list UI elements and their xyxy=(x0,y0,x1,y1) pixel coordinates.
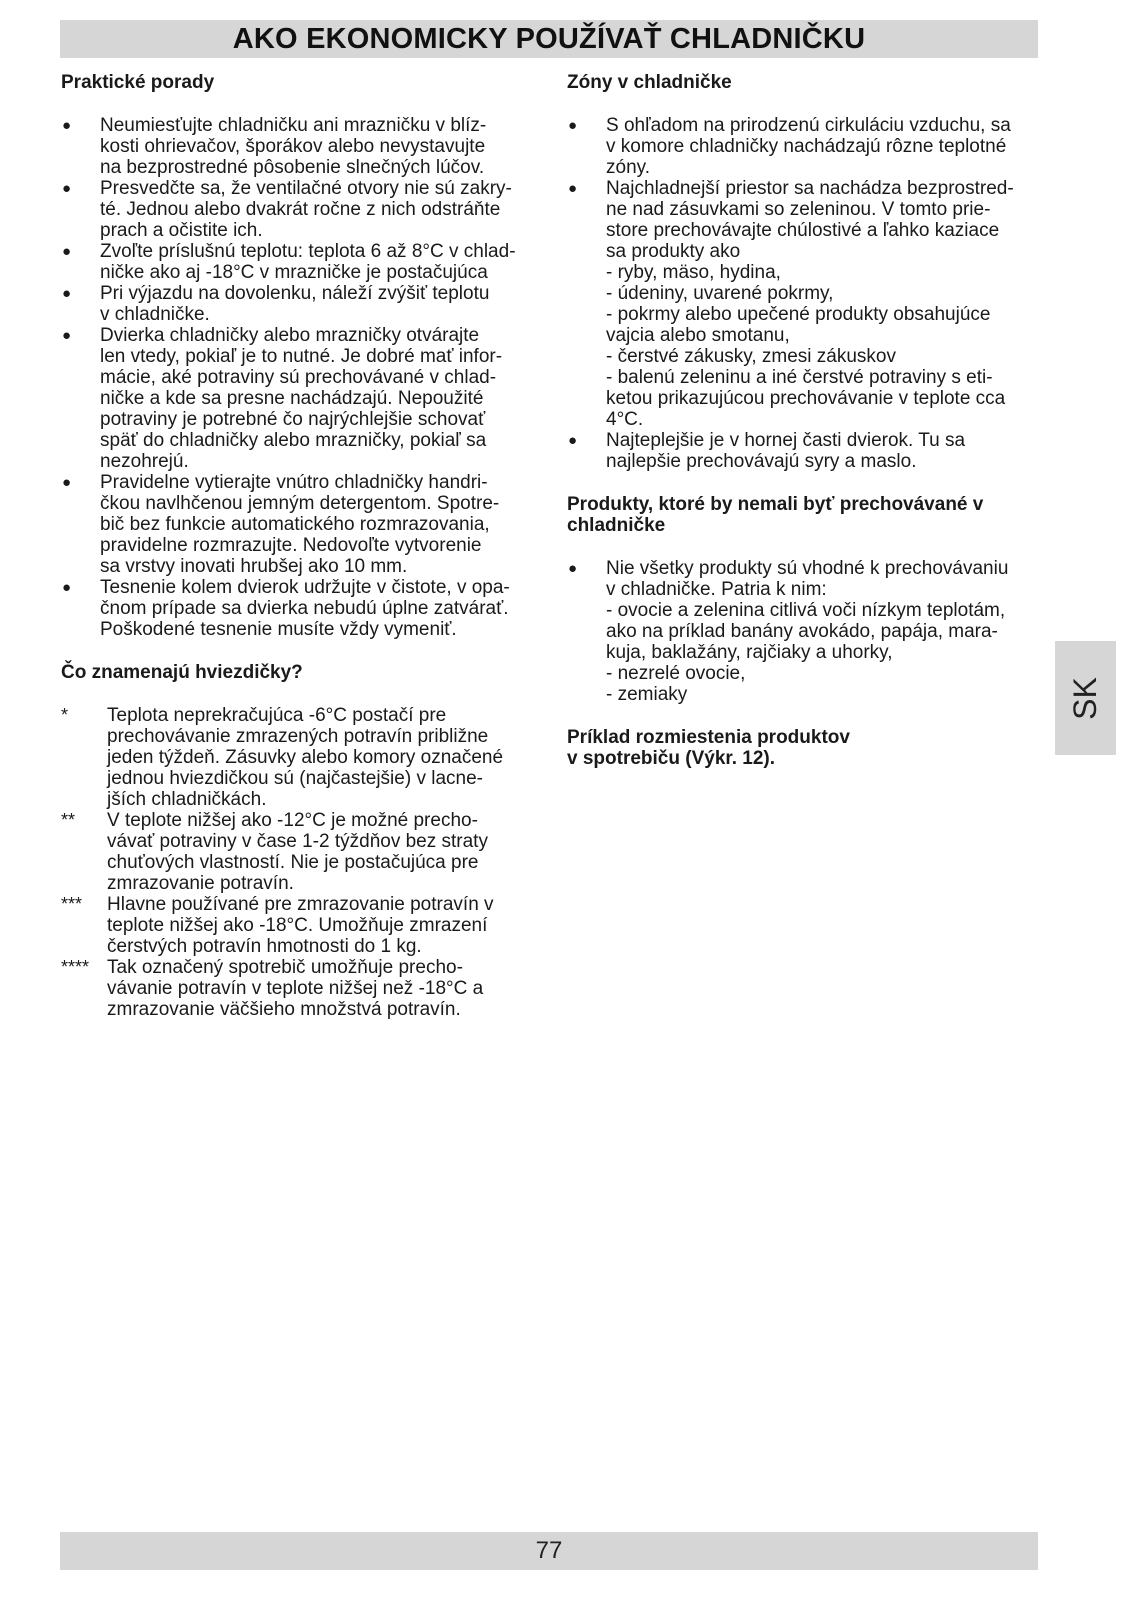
list-item xyxy=(61,472,541,577)
list-item xyxy=(61,115,541,178)
list-item xyxy=(567,178,1047,430)
section-heading-not-stored: Produkty, ktoré by nemali byť prechovávané v chladničke xyxy=(567,494,984,536)
list-item xyxy=(61,810,541,894)
list-item xyxy=(61,957,541,1020)
page-number: 77 xyxy=(535,1537,563,1564)
list-item-text: S ohľadom na prirodzenú cirkuláciu vzduchu, sa v komore chladničky nachádzajú rôzne teplotné zóny. xyxy=(606,115,1011,178)
section-heading-example: Príklad rozmiestenia produktov v spotrebiču (Výkr. 12). xyxy=(567,727,850,769)
bullet-icon: ● xyxy=(62,117,72,134)
bullet-icon: ● xyxy=(62,285,72,302)
list-item-text: Hlavne používané pre zmrazovanie potravín v teplote nižšej ako -18°C. Umožňuje zmrazení čerstvých potravín hmotnosti do 1 kg. xyxy=(107,894,494,957)
bullet-icon: ● xyxy=(568,180,578,197)
list-item-text: Najchladnejší priestor sa nachádza bezprostred- ne nad zásuvkami so zeleninou. V tomto prie- store prechovávajte chúlostivé a ľahko kaziace sa produkty ako - ryby, mäso, hydina, - údeniny, uvarené pokrmy, - pokrmy alebo upečené produkty obsahujúce vajcia alebo smotanu, - čerstvé zákusky, zmesi zákuskov - balenú zeleninu a iné čerstvé potraviny s eti- ketou prikazujúcou prechovávanie v teplote cca 4°C. xyxy=(606,178,1014,430)
list-item-text: Presvedčte sa, že ventilačné otvory nie sú zakry- té. Jednou alebo dvakrát ročne z nich odstráňte prach a očistite ich. xyxy=(100,178,512,241)
list-item xyxy=(567,115,1047,178)
bullet-icon: ● xyxy=(568,117,578,134)
right-column xyxy=(567,72,1047,769)
bullet-icon: ● xyxy=(568,432,578,449)
bullet-icon: ● xyxy=(62,579,72,596)
star-ratings-list xyxy=(61,705,541,1020)
list-item-text: Nie všetky produkty sú vhodné k prechovávaniu v chladničke. Patria k nim: - ovocie a zelenina citlivá voči nízkym teplotám, ako na príklad banány avokádo, papája, mara- kuja, baklažány, rajčiaky a uhorky, - nezrelé ovocie, - zemiaky xyxy=(606,558,1009,705)
left-column xyxy=(61,72,541,1020)
list-item xyxy=(61,705,541,810)
section-heading-practical-tips: Praktické porady xyxy=(61,72,215,93)
bullet-icon: ● xyxy=(62,180,72,197)
list-item-text: Tak označený spotrebič umožňuje precho- vávanie potravín v teplote nižšej než -18°C a zmrazovanie väčšieho množstvá potravín. xyxy=(107,957,484,1020)
list-item xyxy=(61,283,541,325)
page-title: AKO EKONOMICKY POUŽÍVAŤ CHLADNIČKU xyxy=(232,22,866,55)
section-heading-zones: Zóny v chladničke xyxy=(567,72,732,93)
list-item xyxy=(567,430,1047,472)
footer-bar xyxy=(60,1532,1038,1570)
star-rating-mark: * xyxy=(61,705,69,725)
list-item xyxy=(567,558,1047,705)
list-item-text: Neumiesťujte chladničku ani mrazničku v blíz- kosti ohrievačov, šporákov alebo nevystavujte na bezprostredné pôsobenie slnečných lúčov. xyxy=(100,115,487,178)
practical-tips-list xyxy=(61,115,541,640)
star-rating-mark: ** xyxy=(61,810,76,830)
list-item-text: Pravidelne vytierajte vnútro chladničky handri- čkou navlhčenou jemným detergentom. Spotre- bič bez funkcie automatického rozmrazovania, pravidelne rozmrazujte. Nedovoľte vytvorenie sa vrstvy inovati hrubšej ako 10 mm. xyxy=(100,472,500,577)
list-item-text: Dvierka chladničky alebo mrazničky otvárajte len vtedy, pokiaľ je to nutné. Je dobré mať infor- mácie, aké potraviny sú prechovávané v chlad- ničke a kde sa presne nachádzajú. Nepoužité potraviny je potrebné čo najrýchlejšie schovať späť do chladničky alebo mrazničky, pokiaľ sa nezohrejú. xyxy=(100,325,503,472)
bullet-icon: ● xyxy=(62,327,72,344)
list-item xyxy=(61,325,541,472)
list-item xyxy=(61,178,541,241)
list-item-text: V teplote nižšej ako -12°C je možné precho- vávať potraviny v čase 1-2 týždňov bez straty chuťových vlastností. Nie je postačujúca pre zmrazovanie potravín. xyxy=(107,810,488,894)
bullet-icon: ● xyxy=(62,474,72,491)
list-item xyxy=(61,894,541,957)
list-item xyxy=(61,241,541,283)
zones-list xyxy=(567,115,1047,472)
list-item-text: Teplota neprekračujúca -6°C postačí pre prechovávanie zmrazených potravín približne jeden týždeň. Zásuvky alebo komory označené jednou hviezdičkou sú (najčastejšie) v lacne- jších chladničkách. xyxy=(107,705,504,810)
title-bar xyxy=(60,20,1038,58)
list-item-text: Tesnenie kolem dvierok udržujte v čistote, v opa- čnom prípade sa dvierka nebudú úplne zatvárať. Poškodené tesnenie musíte vždy vymeniť. xyxy=(100,577,510,640)
language-tab-label: SK xyxy=(1067,676,1103,720)
list-item xyxy=(61,577,541,640)
bullet-icon: ● xyxy=(62,243,72,260)
list-item-text: Pri výjazdu na dovolenku, náleží zvýšiť teplotu v chladničke. xyxy=(100,283,490,325)
not-stored-list xyxy=(567,558,1047,705)
star-rating-mark: *** xyxy=(61,894,83,914)
list-item-text: Zvoľte príslušnú teplotu: teplota 6 až 8°C v chlad- ničke ako aj -18°C v mrazničke je postačujúca xyxy=(100,241,516,283)
list-item-text: Najteplejšie je v hornej časti dvierok. Tu sa najlepšie prechovávajú syry a maslo. xyxy=(606,430,966,472)
section-heading-stars: Čo znamenajú hviezdičky? xyxy=(61,662,303,683)
language-tab xyxy=(1055,641,1116,755)
bullet-icon: ● xyxy=(568,560,578,577)
star-rating-mark: **** xyxy=(61,957,90,977)
